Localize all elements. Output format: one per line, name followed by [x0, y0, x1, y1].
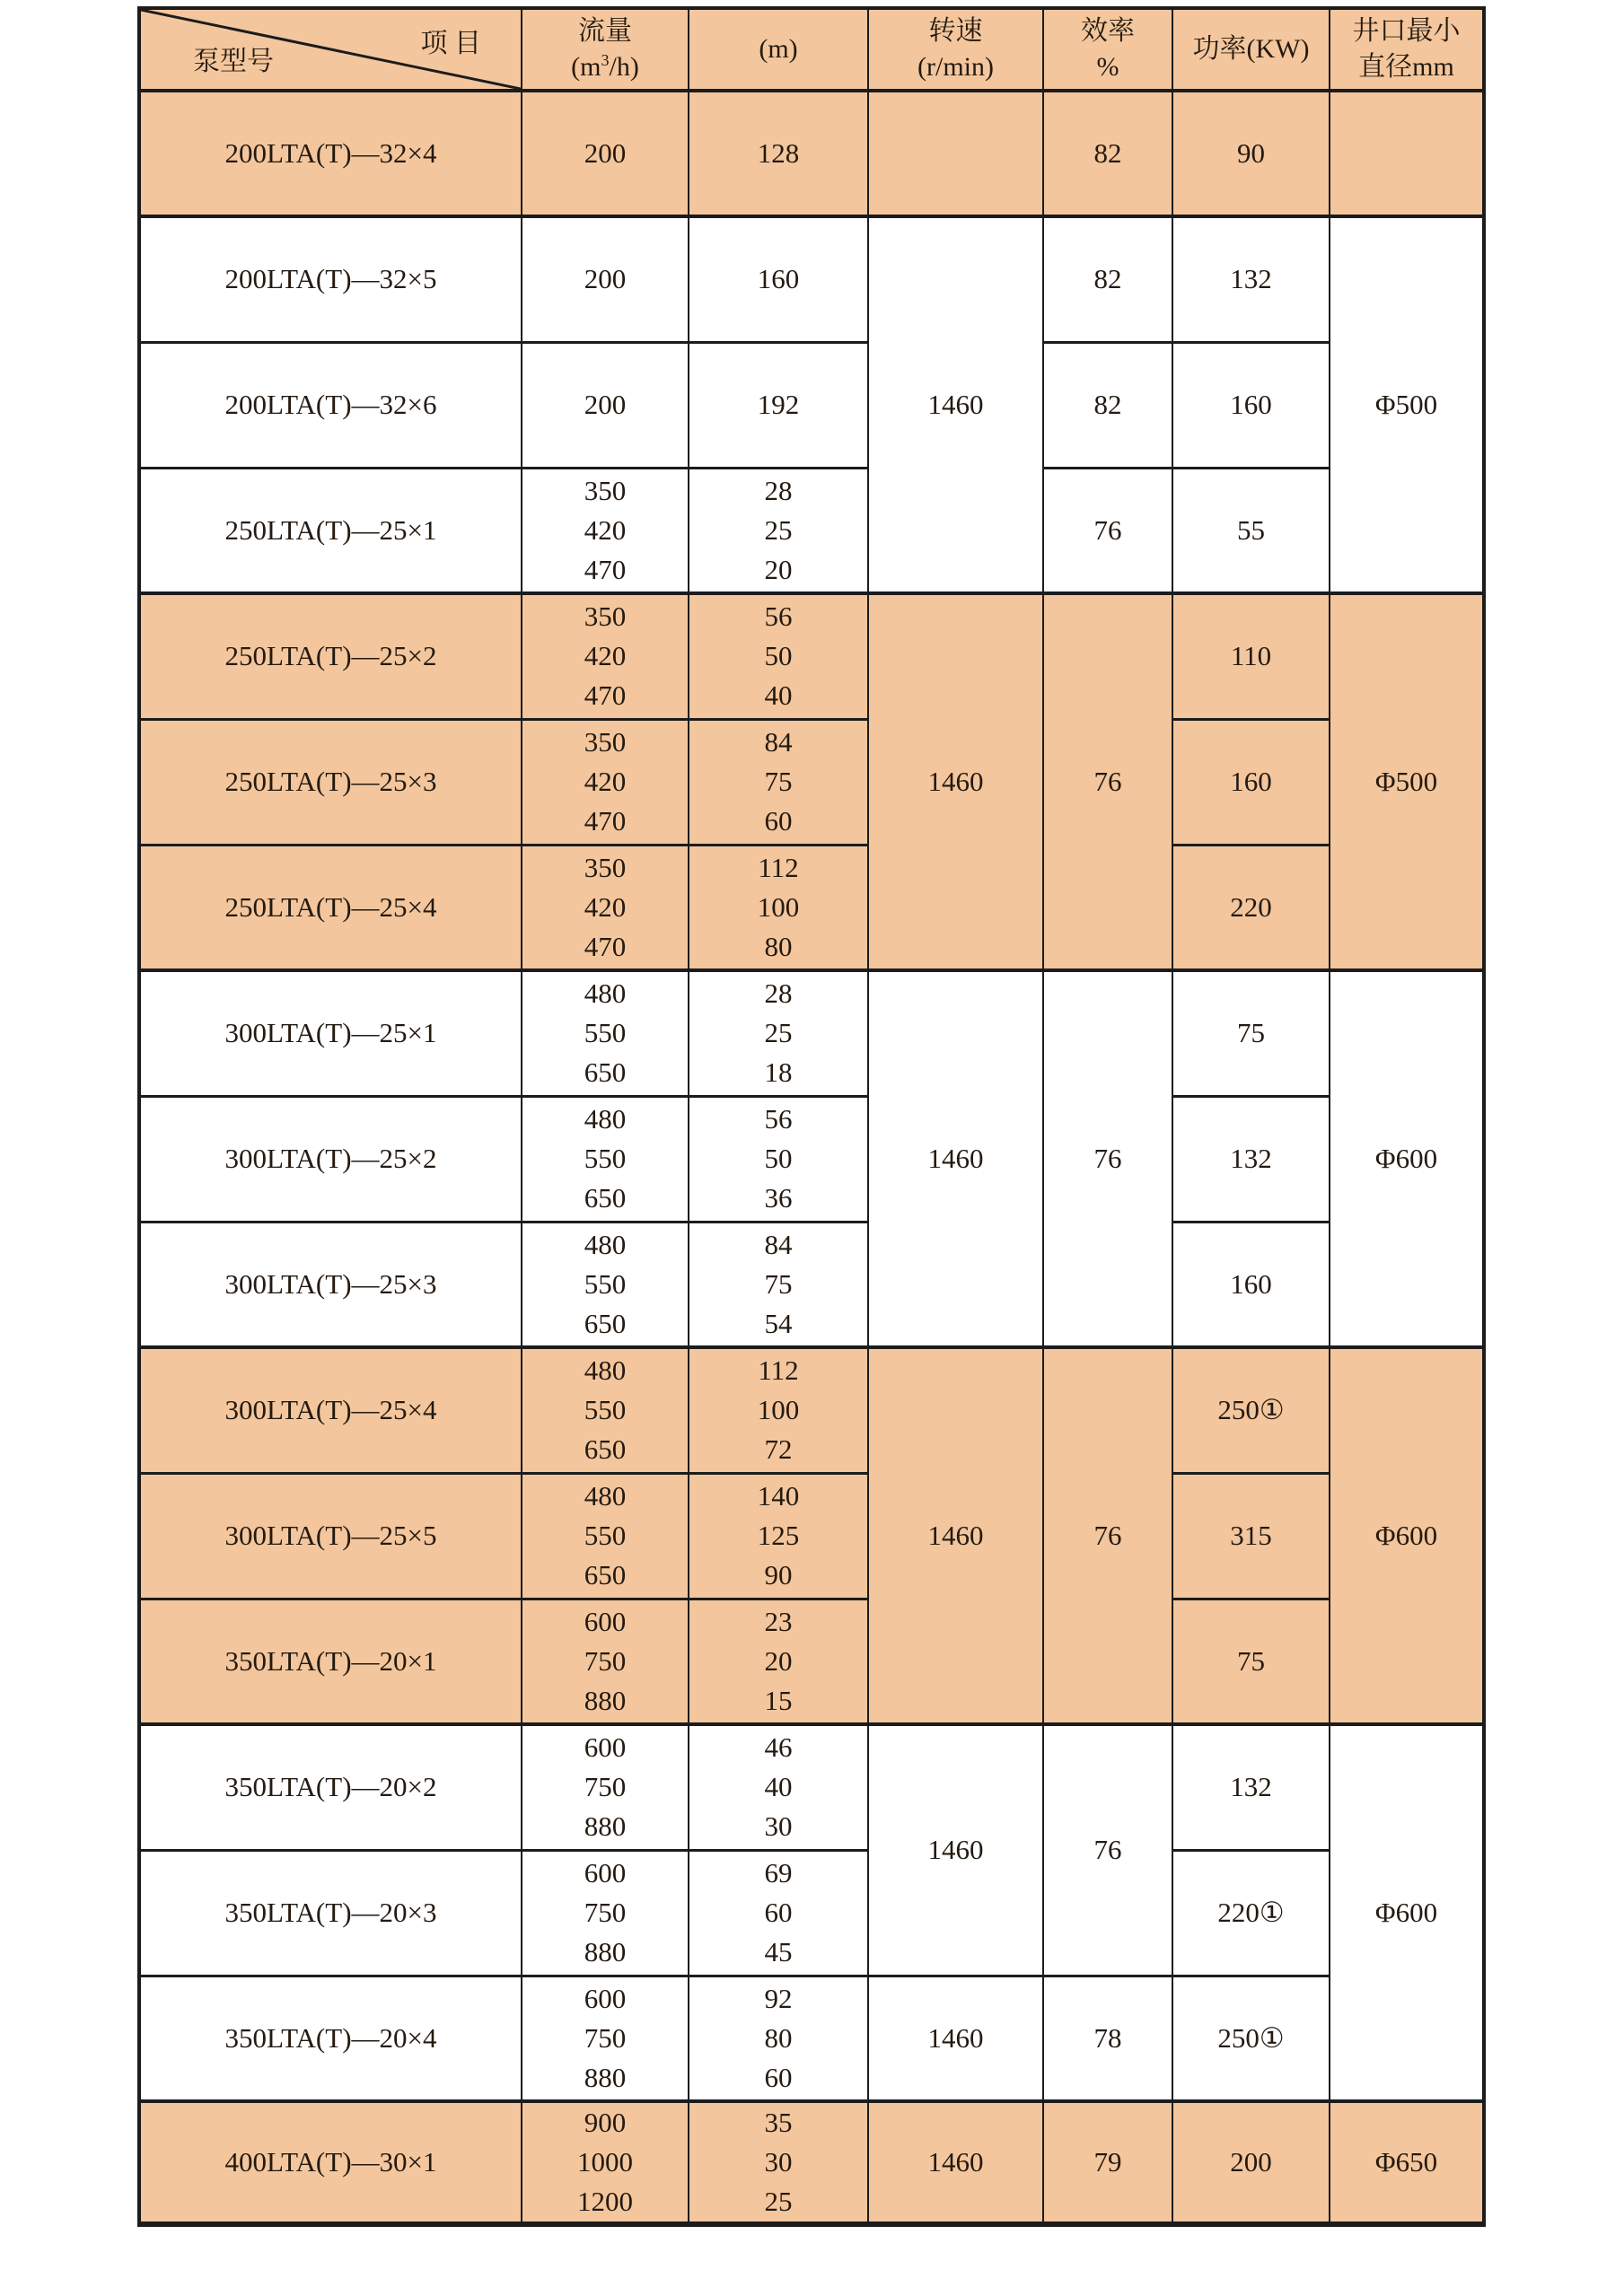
head-value: 46 — [764, 1731, 793, 1764]
head-value: 20 — [764, 553, 793, 585]
cell-flow — [522, 342, 689, 468]
flow-value: 1200 — [577, 2186, 633, 2217]
cell-power — [1172, 593, 1330, 719]
model-value: 300LTA(T)—25×2 — [224, 1143, 437, 1174]
table-row — [139, 216, 1484, 342]
table-row — [139, 970, 1484, 1096]
power-value: 132 — [1230, 1771, 1272, 1803]
head-value: 84 — [764, 1228, 793, 1260]
cell-power — [1172, 1347, 1330, 1473]
header-eff-unit: % — [1096, 52, 1119, 82]
head-value: 54 — [764, 1307, 793, 1339]
cell-model — [139, 1724, 522, 1850]
header-power — [1172, 8, 1330, 91]
cell-power — [1172, 719, 1330, 845]
head-value: 50 — [764, 1143, 793, 1174]
head-value: 112 — [758, 1354, 799, 1387]
head-value: 90 — [764, 1559, 793, 1591]
head-value: 84 — [764, 726, 793, 758]
cell-power — [1172, 91, 1330, 216]
flow-value: 480 — [584, 1480, 627, 1512]
model-value: 350LTA(T)—20×3 — [224, 1897, 437, 1928]
cell-speed — [868, 1976, 1043, 2101]
head-value: 36 — [764, 1182, 793, 1214]
header-power-title: 功率(KW) — [1192, 34, 1310, 64]
flow-value: 480 — [584, 1103, 627, 1135]
power-value: 250① — [1217, 2021, 1285, 2054]
cell-flow — [522, 2101, 689, 2224]
header-well-diameter — [1330, 8, 1484, 91]
table-row — [139, 593, 1484, 719]
flow-value: 880 — [584, 1684, 627, 1716]
head-value: 25 — [764, 513, 793, 546]
flow-value: 200 — [584, 389, 627, 420]
head-value: 45 — [764, 1936, 793, 1967]
speed-value: 1460 — [927, 1834, 984, 1866]
cell-head — [689, 593, 868, 719]
power-value: 200 — [1230, 2146, 1272, 2178]
cell-head — [689, 342, 868, 468]
cell-speed — [868, 1347, 1043, 1724]
flow-value: 750 — [584, 2021, 627, 2054]
cell-speed — [868, 2101, 1043, 2224]
header-item-label: 项 目 — [420, 29, 481, 58]
cell-speed — [868, 216, 1043, 593]
cell-model — [139, 342, 522, 468]
flow-value: 650 — [584, 1559, 627, 1591]
cell-flow — [522, 1724, 689, 1850]
power-value: 160 — [1230, 389, 1272, 420]
flow-value: 350 — [584, 600, 627, 633]
cell-efficiency — [1043, 593, 1172, 970]
cell-power — [1172, 468, 1330, 593]
model-value: 300LTA(T)—25×1 — [224, 1017, 437, 1049]
eff-value: 76 — [1093, 1834, 1122, 1866]
flow-value: 200 — [584, 263, 627, 295]
flow-value: 470 — [584, 679, 627, 712]
flow-value: 420 — [584, 766, 627, 797]
cell-model — [139, 1976, 522, 2101]
header-well-line2: 直径mm — [1358, 52, 1454, 82]
cell-flow — [522, 91, 689, 216]
cell-flow — [522, 970, 689, 1096]
flow-value: 600 — [584, 1982, 627, 2014]
head-value: 60 — [764, 805, 793, 837]
well-value: Φ600 — [1374, 1520, 1438, 1551]
cell-head — [689, 1976, 868, 2101]
cell-speed — [868, 1724, 1043, 1976]
flow-unit-suf: /h) — [609, 52, 639, 82]
cell-power — [1172, 1222, 1330, 1347]
head-value: 40 — [764, 679, 793, 712]
model-value: 350LTA(T)—20×4 — [224, 2021, 437, 2054]
cell-head — [689, 1347, 868, 1473]
table-row — [139, 2101, 1484, 2224]
cell-power — [1172, 1599, 1330, 1724]
flow-value: 650 — [584, 1307, 627, 1339]
cell-flow — [522, 1850, 689, 1976]
header-head — [689, 8, 868, 91]
header-flow-title: 流量 — [578, 16, 632, 46]
pump-spec-table — [137, 6, 1486, 2227]
cell-head — [689, 468, 868, 593]
speed-value: 1460 — [927, 2021, 984, 2054]
head-value: 100 — [757, 890, 800, 923]
speed-value: 1460 — [927, 766, 984, 797]
head-value: 75 — [764, 766, 793, 797]
header-head-unit: (m) — [759, 34, 798, 64]
cell-flow — [522, 1599, 689, 1724]
cell-efficiency — [1043, 970, 1172, 1347]
cell-model — [139, 1850, 522, 1976]
speed-value: 1460 — [927, 2146, 984, 2178]
flow-value: 420 — [584, 890, 627, 923]
flow-unit-pre: (m — [571, 52, 601, 82]
flow-value: 550 — [584, 1267, 627, 1300]
head-value: 60 — [764, 2061, 793, 2093]
cell-well — [1330, 1347, 1484, 1724]
flow-value: 550 — [584, 1017, 627, 1049]
head-value: 60 — [764, 1897, 793, 1928]
cell-efficiency — [1043, 1347, 1172, 1724]
head-value: 40 — [764, 1771, 793, 1803]
power-value: 75 — [1237, 1017, 1265, 1049]
eff-value: 82 — [1093, 389, 1122, 420]
flow-value: 550 — [584, 1143, 627, 1174]
cell-power — [1172, 845, 1330, 970]
flow-value: 480 — [584, 1354, 627, 1387]
flow-value: 350 — [584, 474, 627, 506]
power-value: 250① — [1217, 1394, 1285, 1426]
flow-value: 470 — [584, 805, 627, 837]
flow-value: 480 — [584, 1228, 627, 1260]
cell-model — [139, 1473, 522, 1599]
cell-head — [689, 216, 868, 342]
header-speed-unit: (r/min) — [917, 52, 994, 82]
diagonal-header-cell — [139, 8, 522, 91]
cell-efficiency — [1043, 2101, 1172, 2224]
speed-value: 1460 — [927, 1520, 984, 1551]
head-value: 25 — [764, 2186, 793, 2217]
flow-value: 650 — [584, 1056, 627, 1089]
flow-value: 420 — [584, 513, 627, 546]
head-value: 92 — [764, 1982, 793, 2014]
cell-model — [139, 845, 522, 970]
table-row — [139, 342, 1484, 468]
head-value: 28 — [764, 977, 793, 1010]
cell-head — [689, 970, 868, 1096]
cell-efficiency — [1043, 468, 1172, 593]
head-value: 18 — [764, 1056, 793, 1089]
flow-value: 600 — [584, 1605, 627, 1637]
head-value: 56 — [764, 600, 793, 633]
head-value: 112 — [758, 851, 799, 883]
cell-well — [1330, 593, 1484, 970]
header-speed-title: 转速 — [928, 16, 983, 46]
cell-head — [689, 845, 868, 970]
model-value: 350LTA(T)—20×1 — [224, 1644, 437, 1677]
model-value: 250LTA(T)—25×2 — [224, 640, 437, 672]
cell-efficiency — [1043, 1724, 1172, 1976]
model-value: 300LTA(T)—25×5 — [224, 1520, 437, 1551]
model-value: 350LTA(T)—20×2 — [224, 1771, 437, 1803]
head-value: 160 — [757, 263, 800, 295]
flow-value: 550 — [584, 1394, 627, 1426]
table-row — [139, 1850, 1484, 1976]
header-row — [139, 8, 1484, 91]
cell-head — [689, 719, 868, 845]
cell-well — [1330, 970, 1484, 1347]
cell-flow — [522, 1347, 689, 1473]
cell-flow — [522, 1096, 689, 1222]
header-eff-title: 效率 — [1081, 16, 1135, 46]
model-value: 250LTA(T)—25×1 — [224, 513, 437, 546]
eff-value: 82 — [1093, 263, 1122, 295]
speed-value: 1460 — [927, 1143, 984, 1174]
flow-value: 470 — [584, 553, 627, 585]
power-value: 160 — [1230, 1267, 1272, 1300]
cell-speed-empty — [868, 91, 1043, 216]
power-value: 55 — [1237, 513, 1265, 546]
head-value: 50 — [764, 640, 793, 672]
flow-value: 600 — [584, 1857, 627, 1889]
flow-value: 1000 — [577, 2146, 633, 2178]
model-value: 250LTA(T)—25×3 — [224, 766, 437, 797]
table-row — [139, 1473, 1484, 1599]
cell-model — [139, 719, 522, 845]
cell-efficiency — [1043, 91, 1172, 216]
flow-value: 750 — [584, 1644, 627, 1677]
flow-value: 750 — [584, 1771, 627, 1803]
flow-value: 480 — [584, 977, 627, 1010]
well-value: Φ500 — [1374, 389, 1438, 420]
flow-value: 550 — [584, 1520, 627, 1551]
cell-speed — [868, 970, 1043, 1347]
power-value: 132 — [1230, 263, 1272, 295]
header-efficiency — [1043, 8, 1172, 91]
head-value: 128 — [757, 137, 800, 169]
head-value: 30 — [764, 2146, 793, 2178]
eff-value: 76 — [1093, 1520, 1122, 1551]
flow-value: 650 — [584, 1182, 627, 1214]
eff-value: 82 — [1093, 137, 1122, 169]
cell-flow — [522, 1976, 689, 2101]
flow-value: 880 — [584, 1810, 627, 1843]
cell-flow — [522, 1222, 689, 1347]
cell-power — [1172, 1096, 1330, 1222]
header-well-line1: 井口最小 — [1352, 16, 1461, 46]
table-row — [139, 1599, 1484, 1724]
cell-model — [139, 970, 522, 1096]
table-row — [139, 1096, 1484, 1222]
cell-well — [1330, 216, 1484, 593]
head-value: 25 — [764, 1017, 793, 1049]
head-value: 15 — [764, 1684, 793, 1716]
cell-power — [1172, 1976, 1330, 2101]
head-value: 30 — [764, 1810, 793, 1843]
cell-well — [1330, 1724, 1484, 2101]
power-value: 315 — [1230, 1520, 1272, 1551]
power-value: 75 — [1237, 1644, 1265, 1677]
cell-head — [689, 91, 868, 216]
table-row — [139, 1347, 1484, 1473]
cell-flow — [522, 1473, 689, 1599]
head-value: 75 — [764, 1267, 793, 1300]
cell-model — [139, 468, 522, 593]
head-value: 140 — [757, 1480, 800, 1512]
model-value: 300LTA(T)—25×3 — [224, 1267, 437, 1300]
cell-power — [1172, 2101, 1330, 2224]
cell-head — [689, 1850, 868, 1976]
cell-efficiency — [1043, 342, 1172, 468]
well-value: Φ600 — [1374, 1897, 1438, 1928]
well-value: Φ600 — [1374, 1143, 1438, 1174]
cell-model — [139, 2101, 522, 2224]
head-value: 23 — [764, 1605, 793, 1637]
power-value: 220① — [1217, 1897, 1285, 1928]
table-row — [139, 1222, 1484, 1347]
head-value: 80 — [764, 930, 793, 962]
cell-well — [1330, 2101, 1484, 2224]
flow-value: 650 — [584, 1433, 627, 1466]
well-value: Φ500 — [1374, 766, 1438, 797]
head-value: 35 — [764, 2107, 793, 2138]
cell-head — [689, 1096, 868, 1222]
model-value: 200LTA(T)—32×5 — [224, 263, 437, 295]
cell-power — [1172, 970, 1330, 1096]
model-value: 200LTA(T)—32×4 — [224, 137, 437, 169]
cell-power — [1172, 1850, 1330, 1976]
header-speed — [868, 8, 1043, 91]
head-value: 125 — [757, 1520, 800, 1551]
well-value: Φ650 — [1374, 2146, 1438, 2178]
flow-value: 600 — [584, 1731, 627, 1764]
cell-head — [689, 1724, 868, 1850]
table-row — [139, 845, 1484, 970]
cell-flow — [522, 719, 689, 845]
speed-value: 1460 — [927, 389, 984, 420]
flow-value: 350 — [584, 851, 627, 883]
cell-model — [139, 216, 522, 342]
model-value: 400LTA(T)—30×1 — [224, 2146, 437, 2178]
table-row — [139, 1976, 1484, 2101]
header-pump-model-label: 泵型号 — [193, 47, 274, 76]
header-flow — [522, 8, 689, 91]
eff-value: 76 — [1093, 1143, 1122, 1174]
eff-value: 78 — [1093, 2021, 1122, 2054]
head-value: 192 — [757, 389, 800, 420]
flow-value: 470 — [584, 930, 627, 962]
table-row — [139, 1724, 1484, 1850]
cell-power — [1172, 1724, 1330, 1850]
model-value: 200LTA(T)—32×6 — [224, 389, 437, 420]
cell-power — [1172, 1473, 1330, 1599]
power-value: 110 — [1230, 640, 1272, 672]
power-value: 90 — [1237, 137, 1265, 169]
cell-well-empty — [1330, 91, 1484, 216]
cell-head — [689, 1473, 868, 1599]
cell-efficiency — [1043, 216, 1172, 342]
header-flow-unit — [522, 49, 688, 85]
head-value: 56 — [764, 1103, 793, 1135]
head-value: 72 — [764, 1433, 793, 1466]
flow-value: 420 — [584, 640, 627, 672]
eff-value: 79 — [1093, 2146, 1122, 2178]
cell-model — [139, 1347, 522, 1473]
cell-head — [689, 2101, 868, 2224]
head-value: 20 — [764, 1644, 793, 1677]
table-row — [139, 719, 1484, 845]
table-row — [139, 91, 1484, 216]
cell-speed — [868, 593, 1043, 970]
head-value: 80 — [764, 2021, 793, 2054]
cell-power — [1172, 216, 1330, 342]
flow-value: 750 — [584, 1897, 627, 1928]
cell-power — [1172, 342, 1330, 468]
head-value: 28 — [764, 474, 793, 506]
cell-flow — [522, 593, 689, 719]
table-row — [139, 468, 1484, 593]
cell-model — [139, 1096, 522, 1222]
flow-value: 880 — [584, 1936, 627, 1967]
flow-value: 350 — [584, 726, 627, 758]
cell-flow — [522, 216, 689, 342]
eff-value: 76 — [1093, 513, 1122, 546]
power-value: 220 — [1230, 890, 1272, 923]
head-value: 100 — [757, 1394, 800, 1426]
cell-head — [689, 1222, 868, 1347]
flow-value: 200 — [584, 137, 627, 169]
model-value: 300LTA(T)—25×4 — [224, 1394, 437, 1426]
cell-model — [139, 1599, 522, 1724]
cell-flow — [522, 845, 689, 970]
head-value: 69 — [764, 1857, 793, 1889]
model-value: 250LTA(T)—25×4 — [224, 890, 437, 923]
cell-model — [139, 593, 522, 719]
cell-model — [139, 91, 522, 216]
cell-flow — [522, 468, 689, 593]
cell-model — [139, 1222, 522, 1347]
cell-efficiency — [1043, 1976, 1172, 2101]
power-value: 132 — [1230, 1143, 1272, 1174]
flow-value: 900 — [584, 2107, 627, 2138]
power-value: 160 — [1230, 766, 1272, 797]
flow-unit-sup: 3 — [601, 51, 610, 69]
cell-head — [689, 1599, 868, 1724]
eff-value: 76 — [1093, 766, 1122, 797]
flow-value: 880 — [584, 2061, 627, 2093]
